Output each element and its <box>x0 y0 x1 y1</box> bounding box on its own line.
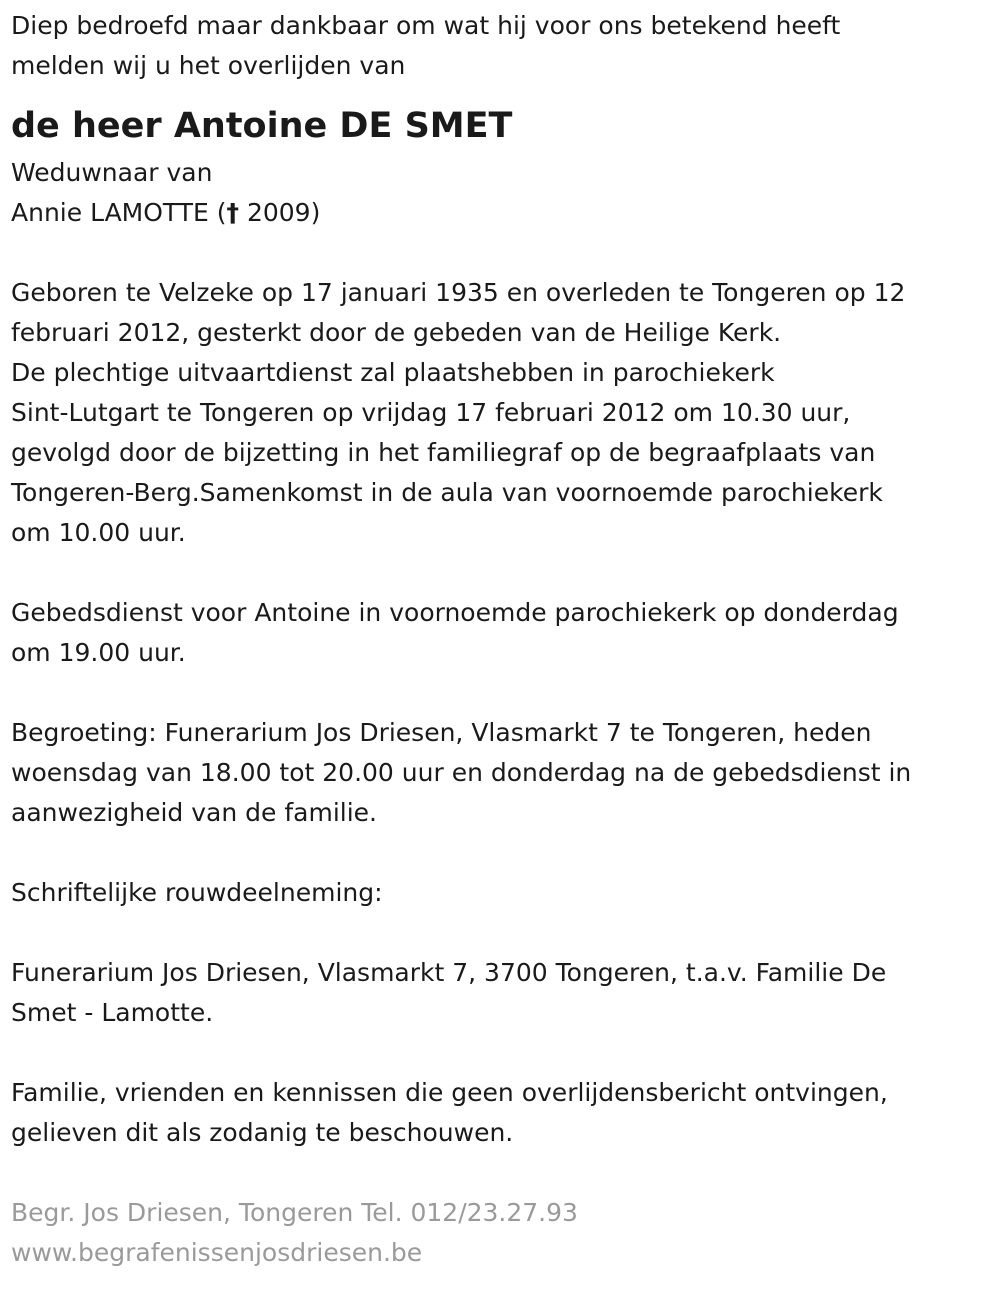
notice-section <box>11 1073 986 1153</box>
obituary-notice <box>11 6 986 1273</box>
funeral-home-footer <box>11 1193 986 1273</box>
notice-line-1: Familie, vrienden en kennissen die geen overlijdensbericht ontvingen, <box>11 1078 888 1107</box>
intro-line-2: melden wij u het overlijden van <box>11 51 406 80</box>
spouse-line <box>11 193 986 233</box>
prayer-line-2: om 19.00 uur. <box>11 638 186 667</box>
details-line-6: Tongeren-Berg.Samenkomst in de aula van voornoemde parochiekerk <box>11 478 883 507</box>
deceased-section <box>11 106 986 233</box>
spouse-name: Annie LAMOTTE ( <box>11 198 227 227</box>
spacer <box>11 833 986 873</box>
spacer <box>11 913 986 953</box>
details-line-5: gevolgd door de bijzetting in het familiegraf op de begraafplaats van <box>11 438 876 467</box>
intro-line-1: Diep bedroefd maar dankbaar om wat hij voor ons betekend heeft <box>11 11 841 40</box>
spouse-death-year: 2009) <box>239 198 321 227</box>
greeting-section <box>11 713 986 833</box>
prayer-section <box>11 593 986 673</box>
spacer <box>11 1033 986 1073</box>
greeting-line-2: woensdag van 18.00 tot 20.00 uur en donderdag na de gebedsdienst in <box>11 758 912 787</box>
details-line-7: om 10.00 uur. <box>11 518 186 547</box>
condolence-line-2: Smet - Lamotte. <box>11 998 214 1027</box>
footer-website: www.begrafenissenjosdriesen.be <box>11 1238 423 1267</box>
spacer <box>11 233 986 273</box>
details-line-2: februari 2012, gesterkt door de gebeden van de Heilige Kerk. <box>11 318 782 347</box>
details-line-3: De plechtige uitvaartdienst zal plaatshebben in parochiekerk <box>11 358 775 387</box>
footer-contact: Begr. Jos Driesen, Tongeren Tel. 012/23.27.93 <box>11 1198 578 1227</box>
details-line-1: Geboren te Velzeke op 17 januari 1935 en overleden te Tongeren op 12 <box>11 278 906 307</box>
notice-line-2: gelieven dit als zodanig te beschouwen. <box>11 1118 514 1147</box>
prayer-line-1: Gebedsdienst voor Antoine in voornoemde parochiekerk op donderdag <box>11 598 899 627</box>
spacer <box>11 673 986 713</box>
spacer <box>11 553 986 593</box>
cross-icon: † <box>226 198 240 227</box>
greeting-line-1: Begroeting: Funerarium Jos Driesen, Vlasmarkt 7 te Tongeren, heden <box>11 718 872 747</box>
intro-section <box>11 6 986 86</box>
details-section <box>11 273 986 553</box>
relation-label: Weduwnaar van <box>11 158 213 187</box>
greeting-line-3: aanwezigheid van de familie. <box>11 798 377 827</box>
details-line-4: Sint-Lutgart te Tongeren op vrijdag 17 februari 2012 om 10.30 uur, <box>11 398 851 427</box>
condolence-line-1: Funerarium Jos Driesen, Vlasmarkt 7, 3700 Tongeren, t.a.v. Familie De <box>11 958 887 987</box>
condolence-heading: Schriftelijke rouwdeelneming: <box>11 878 383 907</box>
deceased-name: de heer Antoine DE SMET <box>11 106 513 146</box>
condolence-section <box>11 873 986 1033</box>
spacer <box>11 1153 986 1193</box>
